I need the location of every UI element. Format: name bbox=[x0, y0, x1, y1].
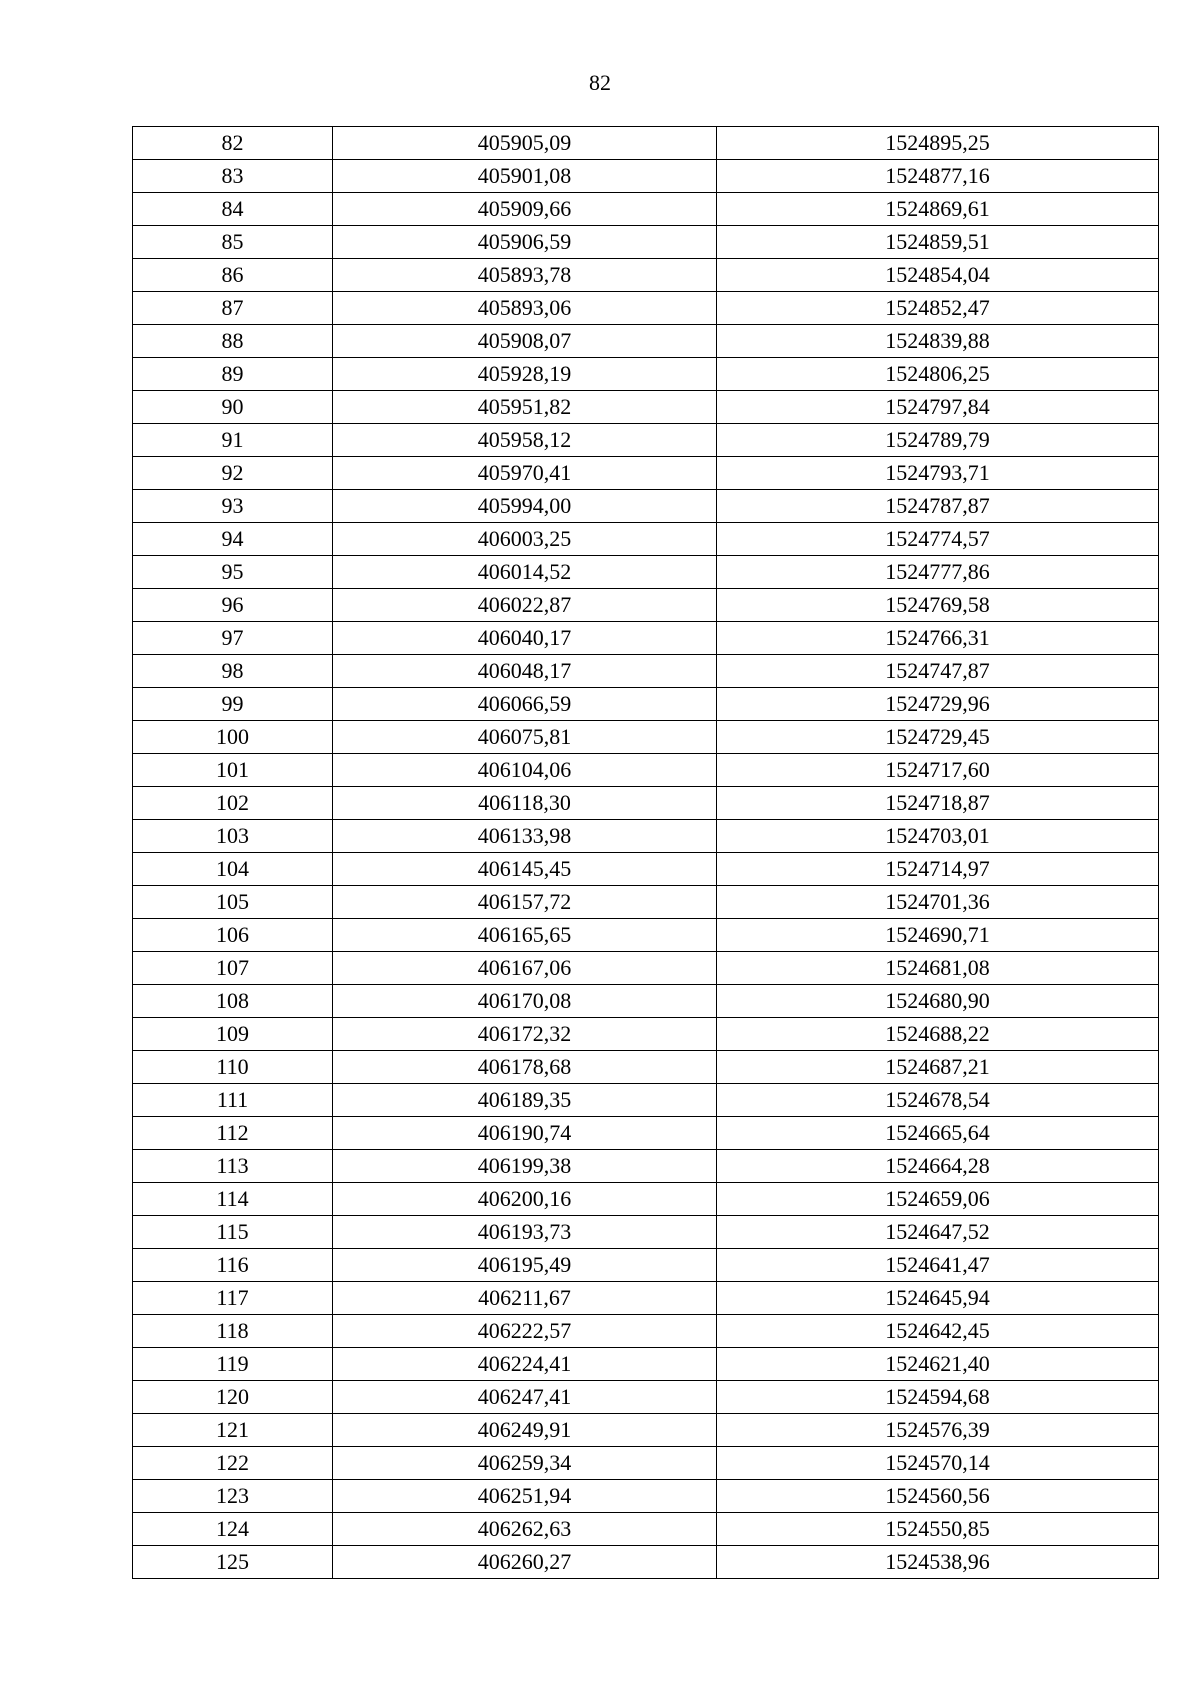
table-row bbox=[133, 325, 1159, 358]
point-number-cell: 121 bbox=[133, 1414, 333, 1447]
x-coordinate-cell: 405951,82 bbox=[333, 391, 717, 424]
table-row bbox=[133, 358, 1159, 391]
y-coordinate-cell: 1524729,45 bbox=[717, 721, 1159, 754]
y-coordinate-cell: 1524839,88 bbox=[717, 325, 1159, 358]
y-coordinate-cell: 1524797,84 bbox=[717, 391, 1159, 424]
point-number-cell: 97 bbox=[133, 622, 333, 655]
x-coordinate-cell: 406193,73 bbox=[333, 1216, 717, 1249]
point-number-cell: 107 bbox=[133, 952, 333, 985]
x-coordinate-cell: 405893,06 bbox=[333, 292, 717, 325]
table-row bbox=[133, 160, 1159, 193]
x-coordinate-cell: 405994,00 bbox=[333, 490, 717, 523]
point-number-cell: 96 bbox=[133, 589, 333, 622]
x-coordinate-cell: 406200,16 bbox=[333, 1183, 717, 1216]
y-coordinate-cell: 1524659,06 bbox=[717, 1183, 1159, 1216]
y-coordinate-cell: 1524895,25 bbox=[717, 127, 1159, 160]
y-coordinate-cell: 1524718,87 bbox=[717, 787, 1159, 820]
table-row bbox=[133, 721, 1159, 754]
point-number-cell: 115 bbox=[133, 1216, 333, 1249]
point-number-cell: 110 bbox=[133, 1051, 333, 1084]
table-row bbox=[133, 1381, 1159, 1414]
table-row bbox=[133, 886, 1159, 919]
x-coordinate-cell: 406075,81 bbox=[333, 721, 717, 754]
y-coordinate-cell: 1524690,71 bbox=[717, 919, 1159, 952]
y-coordinate-cell: 1524688,22 bbox=[717, 1018, 1159, 1051]
x-coordinate-cell: 405970,41 bbox=[333, 457, 717, 490]
x-coordinate-cell: 405901,08 bbox=[333, 160, 717, 193]
table-row bbox=[133, 1183, 1159, 1216]
point-number-cell: 93 bbox=[133, 490, 333, 523]
point-number-cell: 114 bbox=[133, 1183, 333, 1216]
x-coordinate-cell: 406014,52 bbox=[333, 556, 717, 589]
table-row bbox=[133, 1546, 1159, 1579]
y-coordinate-cell: 1524560,56 bbox=[717, 1480, 1159, 1513]
point-number-cell: 119 bbox=[133, 1348, 333, 1381]
y-coordinate-cell: 1524774,57 bbox=[717, 523, 1159, 556]
table-row bbox=[133, 1216, 1159, 1249]
y-coordinate-cell: 1524859,51 bbox=[717, 226, 1159, 259]
table-row bbox=[133, 523, 1159, 556]
table-row bbox=[133, 622, 1159, 655]
x-coordinate-cell: 406133,98 bbox=[333, 820, 717, 853]
table-row bbox=[133, 1117, 1159, 1150]
point-number-cell: 122 bbox=[133, 1447, 333, 1480]
table-row bbox=[133, 589, 1159, 622]
table-row bbox=[133, 1348, 1159, 1381]
x-coordinate-cell: 405908,07 bbox=[333, 325, 717, 358]
y-coordinate-cell: 1524787,87 bbox=[717, 490, 1159, 523]
y-coordinate-cell: 1524714,97 bbox=[717, 853, 1159, 886]
table-row bbox=[133, 853, 1159, 886]
x-coordinate-cell: 406172,32 bbox=[333, 1018, 717, 1051]
point-number-cell: 99 bbox=[133, 688, 333, 721]
table-row bbox=[133, 1414, 1159, 1447]
x-coordinate-cell: 406251,94 bbox=[333, 1480, 717, 1513]
x-coordinate-cell: 405958,12 bbox=[333, 424, 717, 457]
table-row bbox=[133, 490, 1159, 523]
x-coordinate-cell: 406145,45 bbox=[333, 853, 717, 886]
point-number-cell: 120 bbox=[133, 1381, 333, 1414]
table-row bbox=[133, 754, 1159, 787]
point-number-cell: 100 bbox=[133, 721, 333, 754]
point-number-cell: 104 bbox=[133, 853, 333, 886]
table-row bbox=[133, 952, 1159, 985]
table-row bbox=[133, 1051, 1159, 1084]
x-coordinate-cell: 406211,67 bbox=[333, 1282, 717, 1315]
table-row bbox=[133, 292, 1159, 325]
coordinates-table bbox=[132, 126, 1159, 1579]
x-coordinate-cell: 405906,59 bbox=[333, 226, 717, 259]
y-coordinate-cell: 1524789,79 bbox=[717, 424, 1159, 457]
x-coordinate-cell: 406249,91 bbox=[333, 1414, 717, 1447]
table-row bbox=[133, 1480, 1159, 1513]
y-coordinate-cell: 1524729,96 bbox=[717, 688, 1159, 721]
point-number-cell: 123 bbox=[133, 1480, 333, 1513]
point-number-cell: 102 bbox=[133, 787, 333, 820]
point-number-cell: 124 bbox=[133, 1513, 333, 1546]
y-coordinate-cell: 1524664,28 bbox=[717, 1150, 1159, 1183]
table-row bbox=[133, 655, 1159, 688]
x-coordinate-cell: 406195,49 bbox=[333, 1249, 717, 1282]
table-row bbox=[133, 457, 1159, 490]
table-row bbox=[133, 127, 1159, 160]
point-number-cell: 84 bbox=[133, 193, 333, 226]
x-coordinate-cell: 406262,63 bbox=[333, 1513, 717, 1546]
x-coordinate-cell: 406003,25 bbox=[333, 523, 717, 556]
point-number-cell: 98 bbox=[133, 655, 333, 688]
x-coordinate-cell: 406066,59 bbox=[333, 688, 717, 721]
y-coordinate-cell: 1524793,71 bbox=[717, 457, 1159, 490]
table-row bbox=[133, 820, 1159, 853]
y-coordinate-cell: 1524806,25 bbox=[717, 358, 1159, 391]
coordinates-table-body bbox=[133, 127, 1159, 1579]
point-number-cell: 106 bbox=[133, 919, 333, 952]
y-coordinate-cell: 1524701,36 bbox=[717, 886, 1159, 919]
table-row bbox=[133, 1018, 1159, 1051]
table-row bbox=[133, 1447, 1159, 1480]
table-row bbox=[133, 1150, 1159, 1183]
point-number-cell: 113 bbox=[133, 1150, 333, 1183]
table-row bbox=[133, 1513, 1159, 1546]
x-coordinate-cell: 406170,08 bbox=[333, 985, 717, 1018]
x-coordinate-cell: 406167,06 bbox=[333, 952, 717, 985]
x-coordinate-cell: 405909,66 bbox=[333, 193, 717, 226]
point-number-cell: 91 bbox=[133, 424, 333, 457]
point-number-cell: 116 bbox=[133, 1249, 333, 1282]
table-row bbox=[133, 424, 1159, 457]
y-coordinate-cell: 1524869,61 bbox=[717, 193, 1159, 226]
x-coordinate-cell: 405928,19 bbox=[333, 358, 717, 391]
y-coordinate-cell: 1524681,08 bbox=[717, 952, 1159, 985]
point-number-cell: 95 bbox=[133, 556, 333, 589]
table-row bbox=[133, 1249, 1159, 1282]
point-number-cell: 101 bbox=[133, 754, 333, 787]
table-row bbox=[133, 1084, 1159, 1117]
page-number: 82 bbox=[589, 70, 611, 95]
table-row bbox=[133, 787, 1159, 820]
y-coordinate-cell: 1524647,52 bbox=[717, 1216, 1159, 1249]
point-number-cell: 112 bbox=[133, 1117, 333, 1150]
x-coordinate-cell: 406260,27 bbox=[333, 1546, 717, 1579]
y-coordinate-cell: 1524642,45 bbox=[717, 1315, 1159, 1348]
y-coordinate-cell: 1524769,58 bbox=[717, 589, 1159, 622]
point-number-cell: 109 bbox=[133, 1018, 333, 1051]
y-coordinate-cell: 1524852,47 bbox=[717, 292, 1159, 325]
y-coordinate-cell: 1524717,60 bbox=[717, 754, 1159, 787]
point-number-cell: 103 bbox=[133, 820, 333, 853]
x-coordinate-cell: 406178,68 bbox=[333, 1051, 717, 1084]
y-coordinate-cell: 1524645,94 bbox=[717, 1282, 1159, 1315]
point-number-cell: 105 bbox=[133, 886, 333, 919]
y-coordinate-cell: 1524641,47 bbox=[717, 1249, 1159, 1282]
point-number-cell: 88 bbox=[133, 325, 333, 358]
table-row bbox=[133, 919, 1159, 952]
x-coordinate-cell: 406224,41 bbox=[333, 1348, 717, 1381]
y-coordinate-cell: 1524538,96 bbox=[717, 1546, 1159, 1579]
y-coordinate-cell: 1524576,39 bbox=[717, 1414, 1159, 1447]
x-coordinate-cell: 406199,38 bbox=[333, 1150, 717, 1183]
table-row bbox=[133, 556, 1159, 589]
y-coordinate-cell: 1524687,21 bbox=[717, 1051, 1159, 1084]
x-coordinate-cell: 406048,17 bbox=[333, 655, 717, 688]
x-coordinate-cell: 405905,09 bbox=[333, 127, 717, 160]
y-coordinate-cell: 1524854,04 bbox=[717, 259, 1159, 292]
y-coordinate-cell: 1524678,54 bbox=[717, 1084, 1159, 1117]
table-row bbox=[133, 985, 1159, 1018]
x-coordinate-cell: 406247,41 bbox=[333, 1381, 717, 1414]
table-row bbox=[133, 1282, 1159, 1315]
point-number-cell: 87 bbox=[133, 292, 333, 325]
y-coordinate-cell: 1524777,86 bbox=[717, 556, 1159, 589]
point-number-cell: 94 bbox=[133, 523, 333, 556]
x-coordinate-cell: 406157,72 bbox=[333, 886, 717, 919]
point-number-cell: 89 bbox=[133, 358, 333, 391]
point-number-cell: 108 bbox=[133, 985, 333, 1018]
x-coordinate-cell: 406190,74 bbox=[333, 1117, 717, 1150]
point-number-cell: 82 bbox=[133, 127, 333, 160]
point-number-cell: 125 bbox=[133, 1546, 333, 1579]
point-number-cell: 118 bbox=[133, 1315, 333, 1348]
y-coordinate-cell: 1524665,64 bbox=[717, 1117, 1159, 1150]
x-coordinate-cell: 406165,65 bbox=[333, 919, 717, 952]
point-number-cell: 111 bbox=[133, 1084, 333, 1117]
x-coordinate-cell: 406022,87 bbox=[333, 589, 717, 622]
y-coordinate-cell: 1524680,90 bbox=[717, 985, 1159, 1018]
x-coordinate-cell: 405893,78 bbox=[333, 259, 717, 292]
x-coordinate-cell: 406040,17 bbox=[333, 622, 717, 655]
y-coordinate-cell: 1524594,68 bbox=[717, 1381, 1159, 1414]
table-row bbox=[133, 226, 1159, 259]
point-number-cell: 85 bbox=[133, 226, 333, 259]
x-coordinate-cell: 406222,57 bbox=[333, 1315, 717, 1348]
x-coordinate-cell: 406189,35 bbox=[333, 1084, 717, 1117]
table-row bbox=[133, 688, 1159, 721]
y-coordinate-cell: 1524877,16 bbox=[717, 160, 1159, 193]
point-number-cell: 92 bbox=[133, 457, 333, 490]
y-coordinate-cell: 1524550,85 bbox=[717, 1513, 1159, 1546]
y-coordinate-cell: 1524621,40 bbox=[717, 1348, 1159, 1381]
y-coordinate-cell: 1524766,31 bbox=[717, 622, 1159, 655]
table-row bbox=[133, 193, 1159, 226]
point-number-cell: 117 bbox=[133, 1282, 333, 1315]
point-number-cell: 90 bbox=[133, 391, 333, 424]
y-coordinate-cell: 1524747,87 bbox=[717, 655, 1159, 688]
point-number-cell: 83 bbox=[133, 160, 333, 193]
x-coordinate-cell: 406118,30 bbox=[333, 787, 717, 820]
table-row bbox=[133, 1315, 1159, 1348]
x-coordinate-cell: 406259,34 bbox=[333, 1447, 717, 1480]
table-row bbox=[133, 259, 1159, 292]
table-row bbox=[133, 391, 1159, 424]
y-coordinate-cell: 1524703,01 bbox=[717, 820, 1159, 853]
x-coordinate-cell: 406104,06 bbox=[333, 754, 717, 787]
point-number-cell: 86 bbox=[133, 259, 333, 292]
y-coordinate-cell: 1524570,14 bbox=[717, 1447, 1159, 1480]
